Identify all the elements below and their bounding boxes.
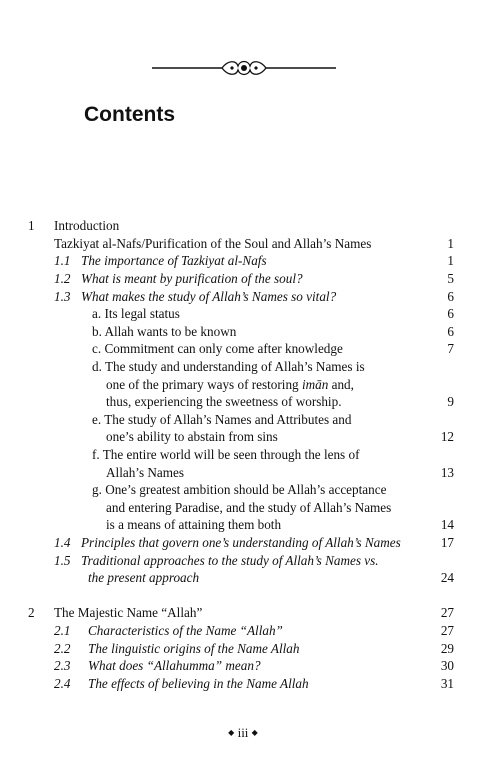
toc-section-number: 2.1 — [54, 623, 71, 638]
toc-section-number: 1.2 — [54, 271, 71, 286]
toc-page-number: 17 — [440, 535, 454, 550]
toc-subitem-continued[interactable]: Allah’s Names — [106, 465, 185, 480]
toc-chapter-title[interactable]: Introduction — [54, 218, 120, 233]
toc-page-number: 1 — [447, 253, 454, 268]
toc-page-number: 27 — [440, 605, 454, 620]
toc-page-number: 7 — [447, 341, 454, 356]
toc-subitem[interactable]: e. The study of Allah’s Names and Attributes and — [92, 412, 352, 427]
toc-page-number: 5 — [447, 271, 454, 286]
toc-page-number: 27 — [440, 623, 454, 638]
toc-page-number: 6 — [447, 306, 454, 321]
toc-subitem[interactable]: d. The study and understanding of Allah’s Names is — [92, 359, 365, 374]
toc-page-number: 13 — [440, 465, 454, 480]
toc-entry-label[interactable]: Tazkiyat al-Nafs/Purification of the Soul and Allah’s Names — [54, 236, 372, 251]
toc-section-title[interactable]: The effects of believing in the Name Allah — [88, 676, 309, 691]
toc-subitem-continued[interactable]: is a means of attaining them both — [106, 517, 282, 532]
toc-page-number: 9 — [447, 394, 454, 409]
toc-subitem-continued[interactable]: and entering Paradise, and the study of Allah’s Names — [106, 500, 392, 515]
iman-term: imān — [301, 377, 329, 392]
toc-subitem[interactable]: c. Commitment can only come after knowledge — [92, 341, 343, 356]
toc-chapter-title[interactable]: The Majestic Name “Allah” — [54, 605, 203, 620]
toc-subitem[interactable]: f. The entire world will be seen through the lens of — [92, 447, 360, 462]
toc-section-title[interactable]: Traditional approaches to the study of Allah’s Names vs. — [81, 553, 379, 568]
toc-chapter-number: 2 — [28, 605, 35, 620]
toc-page-number: 12 — [440, 429, 454, 444]
toc-section-number: 2.3 — [54, 658, 71, 673]
toc-subitem-continued[interactable]: one’s ability to abstain from sins — [106, 429, 278, 444]
toc-page-number: 31 — [440, 676, 454, 691]
toc-subitem[interactable]: a. Its legal status — [92, 306, 180, 321]
toc-page-number: 14 — [440, 517, 454, 532]
toc-subitem[interactable]: b. Allah wants to be known — [92, 324, 237, 339]
toc-page-number: 30 — [440, 658, 454, 673]
toc-section-number: 2.4 — [54, 676, 71, 691]
toc-subitem-continued[interactable]: thus, experiencing the sweetness of worship. — [106, 394, 342, 409]
toc-page-number: 24 — [440, 570, 454, 585]
toc-section-title[interactable]: What does “Allahumma” mean? — [88, 658, 261, 673]
toc-section-number: 1.1 — [54, 253, 71, 268]
toc-text: one of the primary ways of restoring — [106, 377, 299, 392]
diamond-bullet-icon: ◆ — [228, 728, 235, 737]
toc-section-number: 2.2 — [54, 641, 71, 656]
toc-page-number: 29 — [440, 641, 454, 656]
toc-subitem[interactable]: g. One’s greatest ambition should be Allah’s acceptance — [92, 482, 387, 497]
toc-section-number: 1.3 — [54, 289, 71, 304]
toc-page-number: 6 — [447, 324, 454, 339]
toc-section-title-continued[interactable]: the present approach — [88, 570, 200, 585]
toc-chapter-number: 1 — [28, 218, 35, 233]
page-title: Contents — [84, 103, 175, 126]
toc-section-number: 1.5 — [54, 553, 71, 568]
toc-page-number: 1 — [447, 236, 454, 251]
toc-section-title[interactable]: The importance of Tazkiyat al-Nafs — [81, 253, 267, 268]
toc-section-title[interactable]: Characteristics of the Name “Allah” — [88, 623, 283, 638]
toc-section-title[interactable]: The linguistic origins of the Name Allah — [88, 641, 300, 656]
toc-subitem-continued[interactable] — [106, 376, 354, 394]
toc-section-title[interactable]: Principles that govern one’s understanding of Allah’s Names — [81, 535, 401, 550]
toc-section-number: 1.4 — [54, 535, 71, 550]
page-number-roman: iii — [237, 725, 249, 740]
toc-page-number: 6 — [447, 289, 454, 304]
page-folio — [0, 725, 486, 741]
diamond-bullet-icon: ◆ — [251, 728, 258, 737]
fleuron-divider-icon — [152, 56, 336, 80]
toc-text: and, — [328, 377, 354, 392]
toc-section-title[interactable]: What is meant by purification of the soul? — [81, 271, 303, 286]
toc-section-title[interactable]: What makes the study of Allah’s Names so vital? — [81, 289, 337, 304]
